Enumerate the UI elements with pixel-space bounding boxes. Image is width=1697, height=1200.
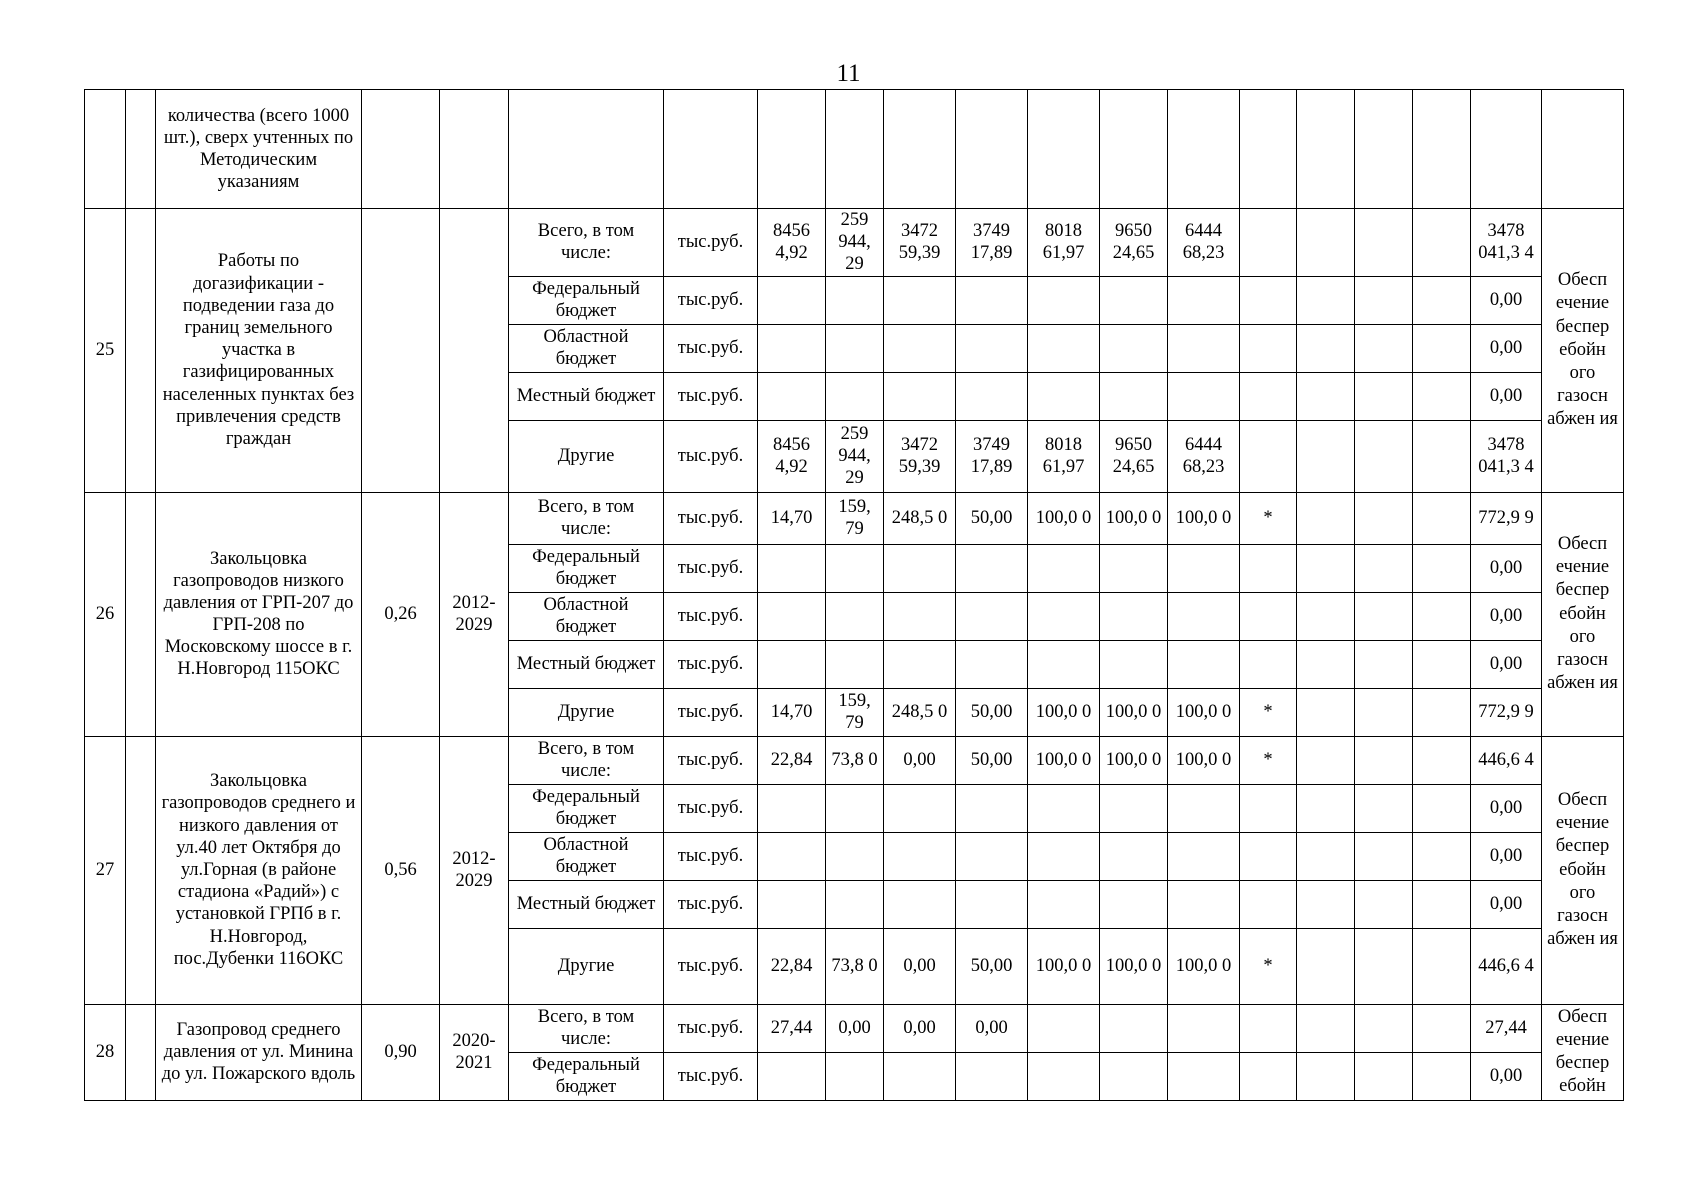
unit: тыс.руб. [664, 592, 758, 640]
year-value [1100, 1052, 1168, 1100]
year-value [956, 640, 1028, 688]
item-number: 25 [85, 209, 126, 493]
year-value [1240, 372, 1297, 420]
total-sum: 0,00 [1471, 276, 1542, 324]
year-value [1028, 276, 1100, 324]
year-value [884, 592, 956, 640]
item-description: Закольцовка газопроводов низкого давления от ГРП-207 до ГРП-208 по Московскому шоссе в г. Н.Новгород 115ОКС [156, 492, 362, 736]
year-value [1240, 420, 1297, 492]
year-value [956, 784, 1028, 832]
year-value: * [1240, 928, 1297, 1004]
year-value: * [1240, 492, 1297, 544]
year-value [1240, 784, 1297, 832]
year-value [1297, 324, 1355, 372]
year-value [884, 276, 956, 324]
funding-source: Всего, в том числе: [509, 736, 664, 784]
item-period: 2020- 2021 [440, 1004, 509, 1100]
total-sum: 0,00 [1471, 324, 1542, 372]
year-value: 0,00 [884, 928, 956, 1004]
total-sum: 446,6 4 [1471, 736, 1542, 784]
year-value [1355, 544, 1413, 592]
year-value [1100, 640, 1168, 688]
year-value [1355, 372, 1413, 420]
year-value [1355, 324, 1413, 372]
year-value [758, 324, 826, 372]
year-value: 8456 4,92 [758, 209, 826, 277]
funding-source: Всего, в том числе: [509, 1004, 664, 1052]
funding-source: Областной бюджет [509, 832, 664, 880]
year-value [1297, 880, 1355, 928]
year-value [1240, 832, 1297, 880]
year-value [1100, 544, 1168, 592]
year-value [1355, 1004, 1413, 1052]
total-sum: 0,00 [1471, 880, 1542, 928]
year-value [956, 832, 1028, 880]
year-value [1355, 276, 1413, 324]
year-value [826, 880, 884, 928]
year-value [1100, 324, 1168, 372]
year-value: 100,0 0 [1028, 688, 1100, 736]
year-value [956, 324, 1028, 372]
unit: тыс.руб. [664, 209, 758, 277]
year-value: 100,0 0 [1168, 492, 1240, 544]
year-value [758, 276, 826, 324]
year-value [1168, 640, 1240, 688]
year-value [1168, 1052, 1240, 1100]
year-value: 0,00 [956, 1004, 1028, 1052]
year-value [1413, 209, 1471, 277]
year-value [1413, 592, 1471, 640]
funding-source: Всего, в том числе: [509, 209, 664, 277]
year-value [1413, 784, 1471, 832]
year-value [1355, 784, 1413, 832]
year-value [1355, 688, 1413, 736]
funding-source: Местный бюджет [509, 372, 664, 420]
year-value [758, 832, 826, 880]
year-value [884, 1052, 956, 1100]
year-value: 8018 61,97 [1028, 420, 1100, 492]
item-subnumber [126, 1004, 156, 1100]
year-value [1413, 324, 1471, 372]
unit: тыс.руб. [664, 1004, 758, 1052]
year-value: 159, 79 [826, 492, 884, 544]
year-value [1413, 492, 1471, 544]
year-value [884, 640, 956, 688]
year-value [1240, 640, 1297, 688]
year-value [1168, 832, 1240, 880]
year-value [1413, 880, 1471, 928]
funding-source: Федеральный бюджет [509, 784, 664, 832]
year-value [1355, 209, 1413, 277]
year-value [1413, 1004, 1471, 1052]
unit: тыс.руб. [664, 736, 758, 784]
year-value: 0,00 [826, 1004, 884, 1052]
year-value: 9650 24,65 [1100, 209, 1168, 277]
item-description: Газопровод среднего давления от ул. Минина до ул. Пожарского вдоль [156, 1004, 362, 1100]
year-value [1028, 544, 1100, 592]
table-row [85, 1004, 1624, 1052]
year-value [1355, 832, 1413, 880]
funding-source: Областной бюджет [509, 324, 664, 372]
year-value [884, 324, 956, 372]
year-value [1100, 880, 1168, 928]
budget-table [84, 89, 1624, 1101]
unit: тыс.руб. [664, 784, 758, 832]
item-subnumber [126, 736, 156, 1004]
year-value: 248,5 0 [884, 688, 956, 736]
unit: тыс.руб. [664, 544, 758, 592]
item-number: 28 [85, 1004, 126, 1100]
year-value [826, 832, 884, 880]
year-value [1297, 492, 1355, 544]
year-value [1240, 1052, 1297, 1100]
year-value [956, 544, 1028, 592]
year-value [884, 372, 956, 420]
year-value [1413, 1052, 1471, 1100]
year-value [1100, 592, 1168, 640]
year-value [758, 544, 826, 592]
continued-description: количества (всего 1000 шт.), сверх учтенных по Методическим указаниям [156, 90, 362, 209]
year-value [758, 372, 826, 420]
year-value: 259 944, 29 [826, 420, 884, 492]
year-value: 100,0 0 [1100, 736, 1168, 784]
page-number: 11 [836, 60, 861, 87]
year-value [1413, 832, 1471, 880]
year-value: 100,0 0 [1100, 492, 1168, 544]
funding-source: Другие [509, 928, 664, 1004]
year-value [1100, 276, 1168, 324]
unit: тыс.руб. [664, 640, 758, 688]
funding-source: Местный бюджет [509, 640, 664, 688]
funding-source: Местный бюджет [509, 880, 664, 928]
year-value [1028, 640, 1100, 688]
year-value: 73,8 0 [826, 928, 884, 1004]
unit: тыс.руб. [664, 832, 758, 880]
year-value [1297, 1052, 1355, 1100]
year-value: 22,84 [758, 928, 826, 1004]
year-value [826, 544, 884, 592]
year-value: 73,8 0 [826, 736, 884, 784]
total-sum: 0,00 [1471, 1052, 1542, 1100]
table-row [85, 209, 1624, 277]
year-value [1297, 209, 1355, 277]
year-value [1355, 736, 1413, 784]
year-value [1028, 832, 1100, 880]
year-value [1413, 420, 1471, 492]
total-sum: 446,6 4 [1471, 928, 1542, 1004]
year-value: 0,00 [884, 736, 956, 784]
year-value [1240, 592, 1297, 640]
year-value [1297, 544, 1355, 592]
year-value [1297, 736, 1355, 784]
year-value: 50,00 [956, 928, 1028, 1004]
year-value [1297, 640, 1355, 688]
year-value [826, 784, 884, 832]
total-sum: 3478 041,3 4 [1471, 209, 1542, 277]
year-value: 14,70 [758, 492, 826, 544]
item-length [362, 209, 440, 493]
year-value [1240, 276, 1297, 324]
item-number: 26 [85, 492, 126, 736]
total-sum: 772,9 9 [1471, 492, 1542, 544]
year-value: 159, 79 [826, 688, 884, 736]
item-subnumber [126, 492, 156, 736]
year-value [1168, 784, 1240, 832]
year-value [1355, 592, 1413, 640]
year-value [1413, 736, 1471, 784]
item-period: 2012- 2029 [440, 736, 509, 1004]
total-sum: 0,00 [1471, 372, 1542, 420]
year-value: 50,00 [956, 688, 1028, 736]
item-subnumber [126, 209, 156, 493]
year-value: 6444 68,23 [1168, 420, 1240, 492]
year-value: 3472 59,39 [884, 209, 956, 277]
year-value [1168, 544, 1240, 592]
unit: тыс.руб. [664, 276, 758, 324]
year-value [956, 592, 1028, 640]
year-value [1100, 784, 1168, 832]
year-value [1028, 880, 1100, 928]
year-value [1297, 276, 1355, 324]
year-value: 248,5 0 [884, 492, 956, 544]
funding-source: Федеральный бюджет [509, 276, 664, 324]
funding-source: Всего, в том числе: [509, 492, 664, 544]
year-value [1028, 324, 1100, 372]
year-value [1168, 880, 1240, 928]
year-value [1297, 372, 1355, 420]
year-value [826, 1052, 884, 1100]
item-description: Работы по догазификации - подведении газа до границ земельного участка в газифицированных населенных пунктах без привлечения средств граждан [156, 209, 362, 493]
year-value [1028, 1004, 1100, 1052]
total-sum: 0,00 [1471, 592, 1542, 640]
year-value: 100,0 0 [1100, 688, 1168, 736]
year-value [758, 1052, 826, 1100]
year-value [1413, 372, 1471, 420]
year-value [1240, 324, 1297, 372]
year-value [1100, 832, 1168, 880]
continued-row [85, 90, 1624, 209]
year-value [1355, 492, 1413, 544]
year-value: 100,0 0 [1168, 688, 1240, 736]
item-description: Закольцовка газопроводов среднего и низкого давления от ул.40 лет Октября до ул.Горная (в районе стадиона «Радий») с установкой ГРПб в г. Н.Новгород, пос.Дубенки 116ОКС [156, 736, 362, 1004]
year-value: 100,0 0 [1100, 928, 1168, 1004]
funding-source: Другие [509, 688, 664, 736]
item-number: 27 [85, 736, 126, 1004]
year-value [1168, 276, 1240, 324]
item-period: 2012- 2029 [440, 492, 509, 736]
item-purpose: Обесп ечение беспер ебойн [1542, 1004, 1624, 1100]
year-value [1240, 880, 1297, 928]
year-value [1297, 1004, 1355, 1052]
year-value: 259 944, 29 [826, 209, 884, 277]
year-value: 100,0 0 [1168, 736, 1240, 784]
year-value [826, 372, 884, 420]
year-value [956, 372, 1028, 420]
unit: тыс.руб. [664, 420, 758, 492]
year-value [1355, 928, 1413, 1004]
total-sum: 0,00 [1471, 640, 1542, 688]
year-value: * [1240, 688, 1297, 736]
unit: тыс.руб. [664, 1052, 758, 1100]
year-value [1413, 276, 1471, 324]
item-period [440, 209, 509, 493]
unit: тыс.руб. [664, 880, 758, 928]
year-value: * [1240, 736, 1297, 784]
table-row [85, 736, 1624, 784]
total-sum: 0,00 [1471, 784, 1542, 832]
year-value [884, 880, 956, 928]
year-value [758, 592, 826, 640]
year-value [1297, 928, 1355, 1004]
total-sum: 772,9 9 [1471, 688, 1542, 736]
year-value [1028, 784, 1100, 832]
year-value [1297, 688, 1355, 736]
year-value: 9650 24,65 [1100, 420, 1168, 492]
total-sum: 0,00 [1471, 544, 1542, 592]
unit: тыс.руб. [664, 372, 758, 420]
year-value: 22,84 [758, 736, 826, 784]
year-value [1413, 640, 1471, 688]
year-value: 3749 17,89 [956, 209, 1028, 277]
year-value [956, 880, 1028, 928]
year-value: 50,00 [956, 492, 1028, 544]
year-value [1028, 1052, 1100, 1100]
year-value [1100, 1004, 1168, 1052]
table-row [85, 492, 1624, 544]
year-value [826, 592, 884, 640]
total-sum: 0,00 [1471, 832, 1542, 880]
year-value [1355, 420, 1413, 492]
year-value [758, 880, 826, 928]
year-value: 100,0 0 [1028, 928, 1100, 1004]
item-length: 0,90 [362, 1004, 440, 1100]
year-value [1240, 1004, 1297, 1052]
funding-source: Другие [509, 420, 664, 492]
funding-source: Областной бюджет [509, 592, 664, 640]
year-value: 100,0 0 [1028, 492, 1100, 544]
unit: тыс.руб. [664, 688, 758, 736]
item-purpose: Обесп ечение беспер ебойн ого газосн абжен ия [1542, 736, 1624, 1004]
funding-source: Федеральный бюджет [509, 544, 664, 592]
year-value [1355, 880, 1413, 928]
year-value [956, 1052, 1028, 1100]
year-value: 50,00 [956, 736, 1028, 784]
year-value [1413, 928, 1471, 1004]
year-value [1297, 420, 1355, 492]
year-value: 0,00 [884, 1004, 956, 1052]
year-value [758, 640, 826, 688]
funding-source: Федеральный бюджет [509, 1052, 664, 1100]
unit: тыс.руб. [664, 928, 758, 1004]
year-value [884, 784, 956, 832]
year-value [1413, 544, 1471, 592]
item-purpose: Обесп ечение беспер ебойн ого газосн абжен ия [1542, 492, 1624, 736]
unit: тыс.руб. [664, 492, 758, 544]
year-value [1355, 1052, 1413, 1100]
year-value [1028, 372, 1100, 420]
year-value: 8018 61,97 [1028, 209, 1100, 277]
year-value: 6444 68,23 [1168, 209, 1240, 277]
total-sum: 27,44 [1471, 1004, 1542, 1052]
year-value: 14,70 [758, 688, 826, 736]
year-value [884, 832, 956, 880]
year-value [1413, 688, 1471, 736]
year-value: 3472 59,39 [884, 420, 956, 492]
year-value [1240, 209, 1297, 277]
item-length: 0,26 [362, 492, 440, 736]
year-value [956, 276, 1028, 324]
unit: тыс.руб. [664, 324, 758, 372]
year-value [826, 640, 884, 688]
year-value [1028, 592, 1100, 640]
year-value [1100, 372, 1168, 420]
year-value [758, 784, 826, 832]
year-value [1168, 592, 1240, 640]
year-value: 100,0 0 [1168, 928, 1240, 1004]
year-value [1240, 544, 1297, 592]
item-purpose: Обесп ечение беспер ебойн ого газосн абжен ия [1542, 209, 1624, 493]
year-value: 3749 17,89 [956, 420, 1028, 492]
year-value [826, 276, 884, 324]
item-length: 0,56 [362, 736, 440, 1004]
year-value [1168, 1004, 1240, 1052]
year-value [1297, 592, 1355, 640]
year-value: 100,0 0 [1028, 736, 1100, 784]
total-sum: 3478 041,3 4 [1471, 420, 1542, 492]
year-value: 8456 4,92 [758, 420, 826, 492]
year-value [1297, 832, 1355, 880]
year-value: 27,44 [758, 1004, 826, 1052]
year-value [884, 544, 956, 592]
year-value [1355, 640, 1413, 688]
year-value [826, 324, 884, 372]
year-value [1297, 784, 1355, 832]
year-value [1168, 324, 1240, 372]
year-value [1168, 372, 1240, 420]
